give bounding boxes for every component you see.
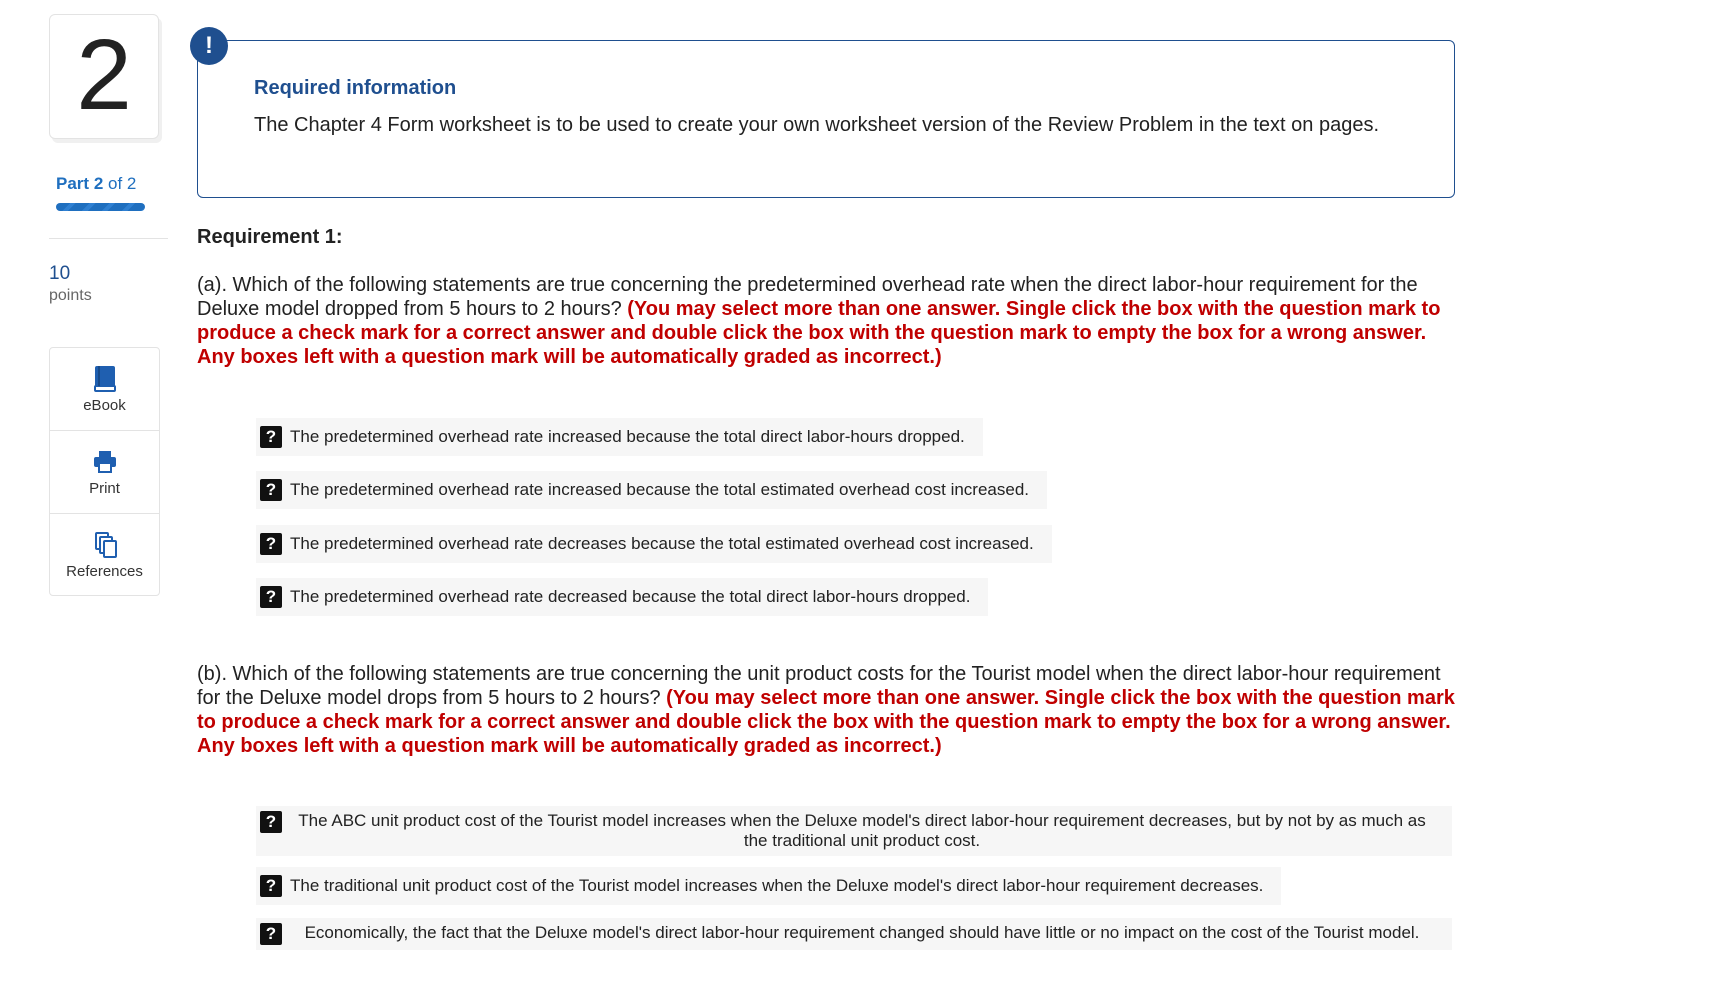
question-number-card — [49, 14, 159, 139]
part-label: Part — [56, 174, 90, 193]
ebook-button[interactable] — [50, 348, 159, 431]
points-label: points — [49, 287, 92, 304]
option-text: The predetermined overhead rate decreased because the total direct labor-hours dropped. — [290, 587, 971, 606]
question-checkbox[interactable]: ? — [260, 533, 282, 555]
question-checkbox[interactable]: ? — [260, 923, 282, 945]
question-b-instruction: (You may select more than one answer. Single click the box with the question mark to produce a check mark for a correct answer and double click the box with the question mark to empty the box for a wrong answer. Any boxes left with a question mark will be automatically graded as incorrect.) — [197, 687, 1455, 757]
option-text: The predetermined overhead rate decreases because the total estimated overhead cost increased. — [290, 534, 1034, 553]
required-info-text: The Chapter 4 Form worksheet is to be used to create your own worksheet version of the Review Problem in the text on pages. — [254, 114, 1380, 136]
question-checkbox[interactable]: ? — [260, 586, 282, 608]
requirement-heading: Requirement 1: — [197, 226, 343, 248]
question-b-text: (b). Which of the following statements are true concerning the unit product costs for the Tourist model when the direct labor-hour requirement for the Deluxe model drops from 5 hours to 2 hours? — [197, 663, 1441, 709]
book-icon — [92, 365, 118, 393]
printer-icon — [92, 448, 118, 476]
references-button[interactable] — [50, 514, 159, 597]
option-b2 — [256, 867, 1281, 905]
question-b — [197, 662, 1459, 758]
question-checkbox[interactable]: ? — [260, 875, 282, 897]
part-total: of 2 — [108, 174, 137, 193]
option-text: The traditional unit product cost of the Tourist model increases when the Deluxe model's direct labor-hour requirement decreases. — [290, 876, 1264, 895]
print-button[interactable] — [50, 431, 159, 514]
question-a — [197, 273, 1459, 369]
part-indicator — [56, 174, 136, 194]
question-checkbox[interactable]: ? — [260, 479, 282, 501]
option-a3 — [256, 525, 1052, 563]
required-info-box — [197, 40, 1455, 198]
question-number: 2 — [76, 19, 132, 131]
option-a1 — [256, 418, 983, 456]
part-progress-bar — [56, 203, 145, 211]
option-text: Economically, the fact that the Deluxe model's direct labor-hour requirement changed should have little or no impact on the cost of the Tourist model. — [304, 923, 1420, 942]
ebook-label: eBook — [83, 396, 126, 414]
question-a-text: (a). Which of the following statements are true concerning the predetermined overhead rate when the direct labor-hour requirement for the Deluxe model dropped from 5 hours to 2 hours? — [197, 274, 1418, 320]
part-current: 2 — [93, 174, 104, 193]
option-text: The predetermined overhead rate increased because the total direct labor-hours dropped. — [290, 427, 965, 446]
alert-icon: ! — [190, 27, 228, 65]
points-value: 10 — [49, 263, 71, 284]
question-a-instruction: (You may select more than one answer. Single click the box with the question mark to produce a check mark for a correct answer and double click the box with the question mark to empty the box for a wrong answer. Any boxes left with a question mark will be automatically graded as incorrect.) — [197, 298, 1441, 368]
sidebar-divider — [49, 238, 168, 239]
option-a4 — [256, 578, 988, 616]
option-a2 — [256, 471, 1047, 509]
option-b1 — [256, 806, 1452, 856]
copy-icon — [92, 531, 118, 559]
question-checkbox[interactable]: ? — [260, 811, 282, 833]
option-text: The predetermined overhead rate increased because the total estimated overhead cost increased. — [290, 480, 1030, 499]
option-text: The ABC unit product cost of the Tourist model increases when the Deluxe model's direct labor-hour requirement decreases, but by not by as much as the traditional unit product cost. — [298, 811, 1426, 850]
required-info-title: Required information — [254, 77, 457, 99]
option-b3 — [256, 918, 1452, 950]
print-label: Print — [89, 479, 120, 497]
question-checkbox[interactable]: ? — [260, 426, 282, 448]
references-label: References — [66, 563, 143, 580]
tool-panel — [49, 347, 160, 596]
